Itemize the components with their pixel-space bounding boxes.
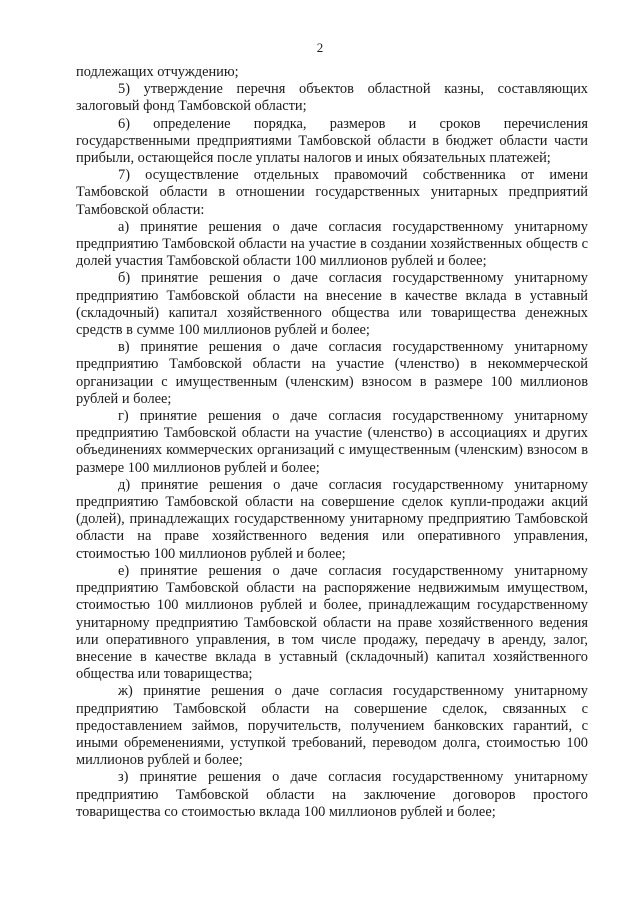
paragraph-item-6: 6) определение порядка, размеров и сроков перечисления государственными предприятиями Тамбовской области в бюджет области части прибыли, остающейся после уплаты налогов и иных обязательных платежей;: [76, 115, 588, 167]
paragraph-continuation: подлежащих отчуждению;: [76, 64, 239, 80]
paragraph-item-5: 5) утверждение перечня объектов областной казны, составляющих залоговый фонд Тамбовской области;: [76, 81, 588, 115]
subparagraph-v: в) принятие решения о даче согласия государственному унитарному предприятию Тамбовской области на участие (членство) в некоммерческой организации с имущественным (членским) взносом в размере 100 миллионов рублей и более;: [76, 339, 588, 407]
subparagraph-e: е) принятие решения о даче согласия государственному унитарному предприятию Тамбовской области на распоряжение недвижимым имуществом, стоимостью 100 миллионов рублей и более, принадлежащим государственному унитарному предприятию Тамбовской области на праве хозяйственного ведения или оперативного управления, в том числе продажу, передачу в аренду, залог, внесение в качестве вклада в уставный (складочный) капитал хозяйственного общества или товарищества;: [76, 562, 588, 683]
document-body: [76, 64, 588, 821]
subparagraph-a: а) принятие решения о даче согласия государственному унитарному предприятию Тамбовской области на участие в создании хозяйственных обществ с долей участия Тамбовской области 100 миллионов рублей и более;: [76, 218, 588, 270]
subparagraph-z: з) принятие решения о даче согласия государственному унитарному предприятию Тамбовской области на заключение договоров простого товарищества со стоимостью вклада 100 миллионов рублей и более;: [76, 769, 588, 820]
paragraph-item-7: 7) осуществление отдельных правомочий собственника от имени Тамбовской области в отношении государственных унитарных предприятий Тамбовской области:: [76, 167, 588, 218]
subparagraph-g: г) принятие решения о даче согласия государственному унитарному предприятию Тамбовской области на участие (членство) в ассоциациях и других объединениях коммерческих организаций с имущественным (членским) взносом в размере 100 миллионов рублей и более;: [76, 408, 588, 476]
subparagraph-b: б) принятие решения о даче согласия государственному унитарному предприятию Тамбовской области на внесение в качестве вклада в уставный (складочный) капитал хозяйственного общества или товарищества денежных средств в сумме 100 миллионов рублей и более;: [76, 270, 588, 339]
page-number: 2: [316, 40, 324, 55]
subparagraph-zh: ж) принятие решения о даче согласия государственному унитарному предприятию Тамбовской области на совершение сделок, связанных с предоставлением займов, поручительств, получением банковских гарантий, с иными обременениями, уступкой требований, переводом долга, стоимостью 100 миллионов рублей и более;: [76, 683, 588, 769]
subparagraph-d: д) принятие решения о даче согласия государственному унитарному предприятию Тамбовской области на совершение сделок купли-продажи акций (долей), принадлежащих государственному унитарному предприятию Тамбовской области на праве хозяйственного ведения или оперативного управления, стоимостью 100 миллионов рублей и более;: [76, 476, 588, 562]
